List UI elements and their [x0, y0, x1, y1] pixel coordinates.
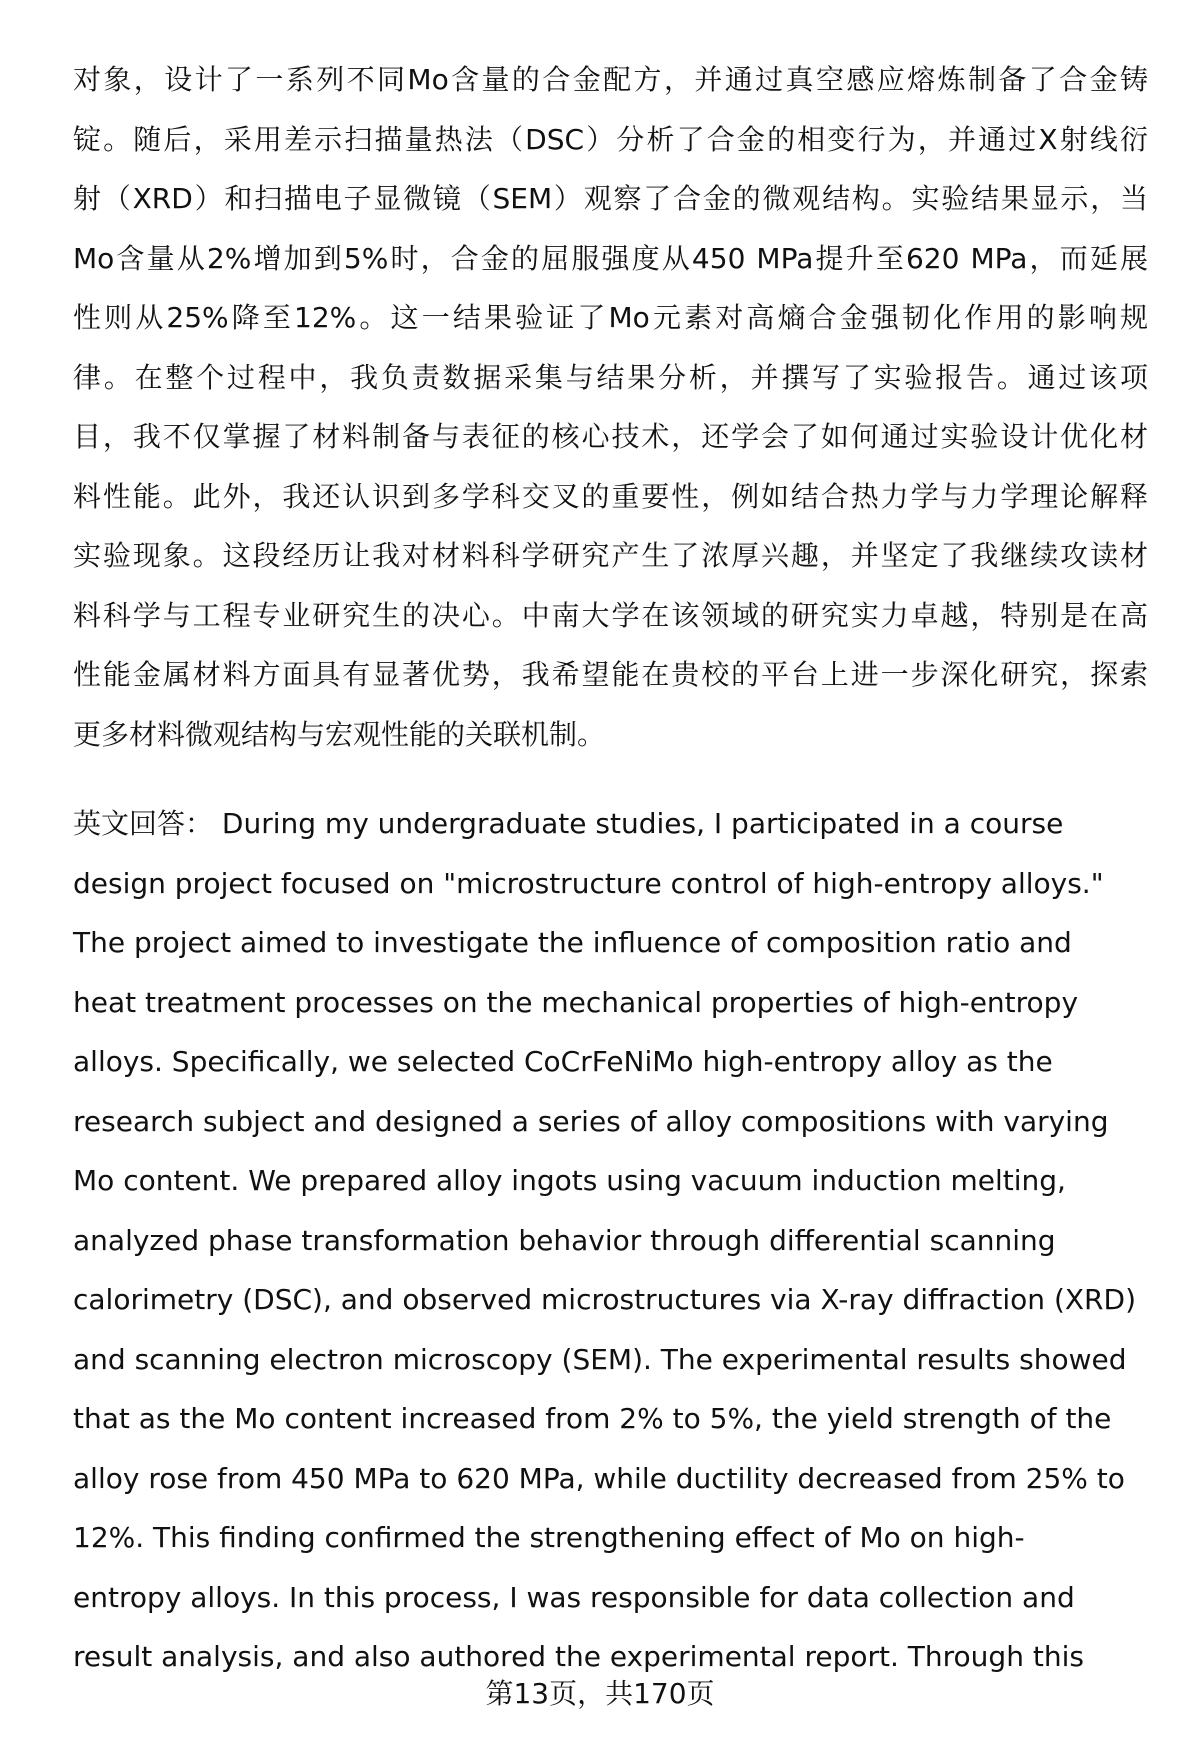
text-line: Mo含量从2%增加到5%时，合金的屈服强度从450 MPa提升至620 MPa，而延展 [73, 241, 1148, 275]
text-line: 更多材料微观结构与宏观性能的关联机制。 [73, 717, 606, 751]
text-line: 实验现象。这段经历让我对材料科学研究产生了浓厚兴趣，并坚定了我继续攻读材 [73, 539, 1148, 572]
text-line: 射（XRD）和扫描电子显微镜（SEM）观察了合金的微观结构。实验结果显示，当 [73, 182, 1148, 215]
text-line: The project aimed to investigate the influence of composition ratio and [73, 926, 1072, 959]
text-line: 对象，设计了一系列不同Mo含量的合金配方，并通过真空感应熔炼制备了合金铸 [73, 63, 1148, 96]
text-line: 英文回答： During my undergraduate studies, I participated in a course [73, 807, 1064, 840]
text-line: 12%. This finding confirmed the strengthening effect of Mo on high- [73, 1521, 1025, 1554]
text-line: calorimetry (DSC), and observed microstructures via X-ray diffraction (XRD) [73, 1283, 1136, 1316]
text-line: 性能金属材料方面具有显著优势，我希望能在贵校的平台上进一步深化研究，探索 [73, 658, 1148, 691]
text-line: and scanning electron microscopy (SEM). The experimental results showed [73, 1342, 1127, 1376]
text-line: design project focused on "microstructure control of high-entropy alloys." [73, 866, 1104, 900]
text-line: that as the Mo content increased from 2% to 5%, the yield strength of the [73, 1402, 1112, 1435]
text-line: entropy alloys. In this process, I was responsible for data collection and [73, 1580, 1075, 1614]
text-line: Mo content. We prepared alloy ingots using vacuum induction melting, [73, 1164, 1066, 1197]
text-line: 律。在整个过程中，我负责数据采集与结果分析，并撰写了实验报告。通过该项 [73, 360, 1148, 394]
text-line: 锭。随后，采用差示扫描量热法（DSC）分析了合金的相变行为，并通过X射线衍 [73, 122, 1148, 156]
text-line: 目，我不仅掌握了材料制备与表征的核心技术，还学会了如何通过实验设计优化材 [73, 420, 1148, 453]
text-line: alloy rose from 450 MPa to 620 MPa, while ductility decreased from 25% to [73, 1461, 1125, 1495]
text-line: analyzed phase transformation behavior through differential scanning [73, 1223, 1056, 1257]
text-line: research subject and designed a series of alloy compositions with varying [73, 1104, 1109, 1138]
page-number: 第13页，共170页 [485, 1677, 715, 1710]
text-line: result analysis, and also authored the experimental report. Through this [73, 1640, 1084, 1673]
text-line: 料性能。此外，我还认识到多学科交叉的重要性，例如结合热力学与力学理论解释 [73, 479, 1148, 513]
text-line: heat treatment processes on the mechanical properties of high-entropy [73, 985, 1079, 1019]
text-line: alloys. Specifically, we selected CoCrFeNiMo high-entropy alloy as the [73, 1045, 1053, 1078]
text-line: 性则从25%降至12%。这一结果验证了Mo元素对高熵合金强韧化作用的影响规 [73, 301, 1148, 334]
text-line: 料科学与工程专业研究生的决心。中南大学在该领域的研究实力卓越，特别是在高 [73, 598, 1148, 632]
